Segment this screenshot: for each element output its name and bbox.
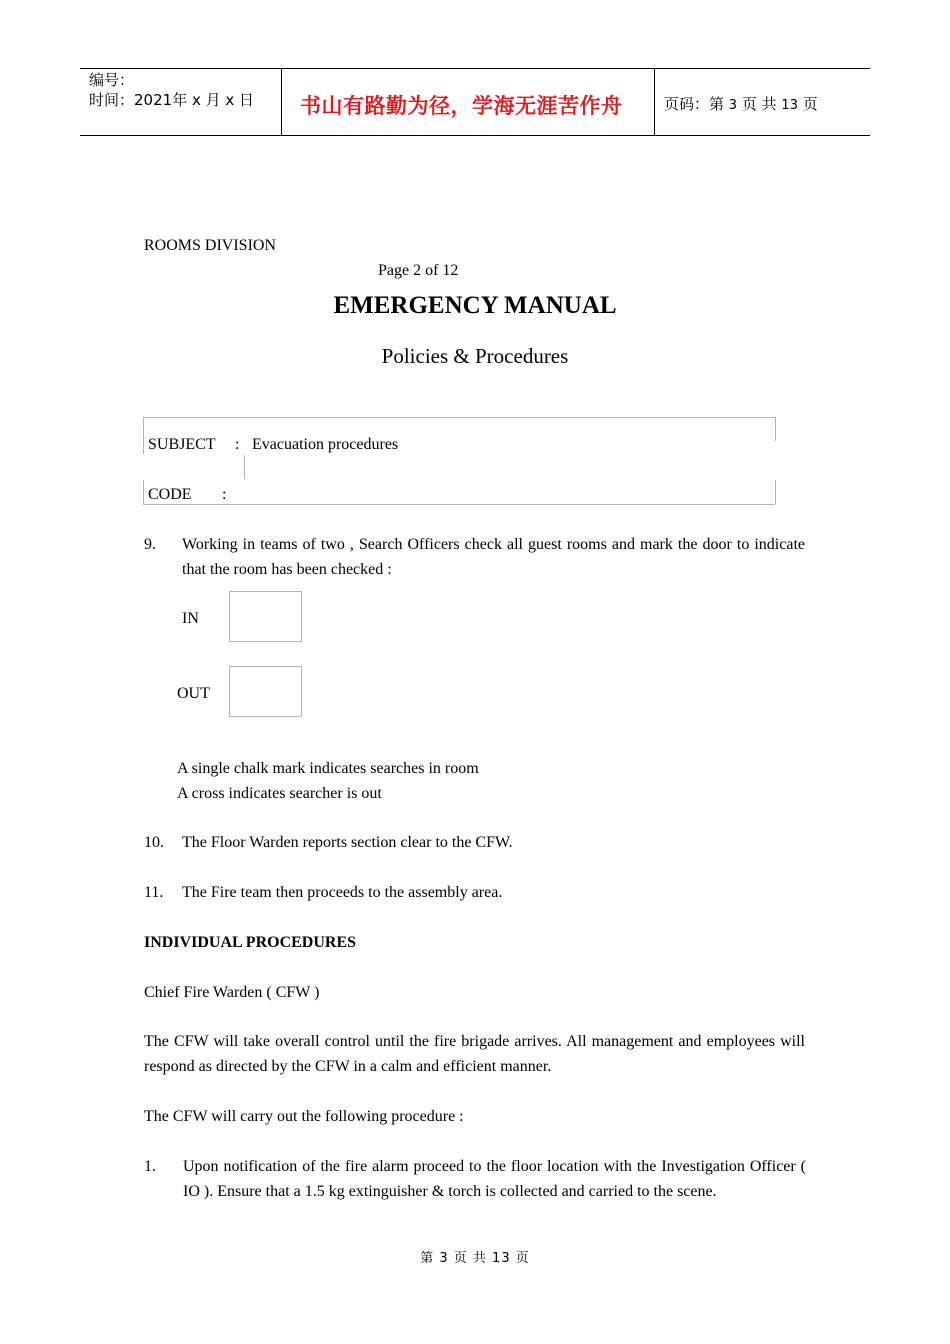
header-top-rule: [80, 68, 870, 69]
subject-box-bottom: [143, 504, 775, 505]
chalk-note-2: A cross indicates searcher is out: [177, 785, 382, 802]
header-number-label: 编号：: [89, 71, 135, 89]
code-box-left: [143, 480, 144, 504]
step-1-number: 1.: [144, 1158, 156, 1175]
subject-box-top: [143, 417, 775, 418]
header-divider-1: [281, 68, 282, 135]
subject-box-right: [775, 417, 776, 441]
paragraph-2: The CFW will carry out the following procedure :: [144, 1108, 464, 1125]
code-label: CODE: [148, 486, 192, 503]
header-page-indicator: [664, 93, 818, 114]
page-footer: 第 3 页 共 13 页: [420, 1251, 530, 1266]
role-heading: Chief Fire Warden ( CFW ): [144, 984, 320, 1001]
item-10-number: 10.: [144, 834, 164, 851]
header-motto: 书山有路勤为径，学海无涯苦作舟: [300, 94, 623, 118]
item-9-text: Working in teams of two , Search Officers check all guest rooms and mark the door to indicate that the room has been checked :: [182, 536, 805, 578]
header-bottom-rule: [80, 135, 870, 136]
item-11-text: The Fire team then proceeds to the assembly area.: [182, 884, 503, 901]
code-box-right: [775, 480, 776, 504]
header-time-label: 时间：: [89, 91, 135, 109]
subject-box-left: [143, 417, 144, 454]
subject-box-divider: [244, 455, 245, 479]
header-page-total: 13: [781, 98, 798, 113]
document-subtitle: Policies & Procedures: [381, 344, 569, 368]
header-page-prefix: 页码：第: [664, 95, 725, 113]
division-label: ROOMS DIVISION: [144, 237, 277, 254]
header-date: [89, 90, 254, 110]
item-9-number: 9.: [144, 536, 156, 553]
subject-value: Evacuation procedures: [252, 436, 399, 453]
subject-colon: :: [235, 436, 240, 453]
out-label: OUT: [177, 685, 210, 702]
code-colon: :: [222, 486, 227, 503]
header-page-mid: 页 共: [741, 95, 777, 113]
header-date-rest: 年 x 月 x 日: [172, 91, 255, 109]
document-title: EMERGENCY MANUAL: [333, 292, 617, 319]
item-11-number: 11.: [144, 884, 164, 901]
header-page-current: 3: [728, 98, 738, 113]
step-1-text: Upon notification of the fire alarm proceed to the floor location with the Investigation Officer ( IO ). Ensure that a 1.5 kg extinguisher & torch is collected and carried to the scene.: [183, 1158, 806, 1200]
header-divider-2: [654, 68, 655, 135]
in-mark-box: [229, 591, 302, 642]
header-page-suffix: 页: [802, 95, 818, 113]
paragraph-1: The CFW will take overall control until the fire brigade arrives. All management and employees will respond as directed by the CFW in a calm and efficient manner.: [144, 1033, 805, 1075]
in-label: IN: [182, 610, 199, 627]
page-of-label: Page 2 of 12: [378, 262, 459, 279]
out-mark-box: [229, 666, 302, 717]
header-date-year: 2021: [134, 91, 173, 109]
chalk-note-1: A single chalk mark indicates searches in room: [177, 760, 479, 777]
section-heading: INDIVIDUAL PROCEDURES: [144, 934, 357, 951]
item-10-text: The Floor Warden reports section clear to the CFW.: [182, 834, 513, 851]
subject-label: SUBJECT: [148, 436, 216, 453]
